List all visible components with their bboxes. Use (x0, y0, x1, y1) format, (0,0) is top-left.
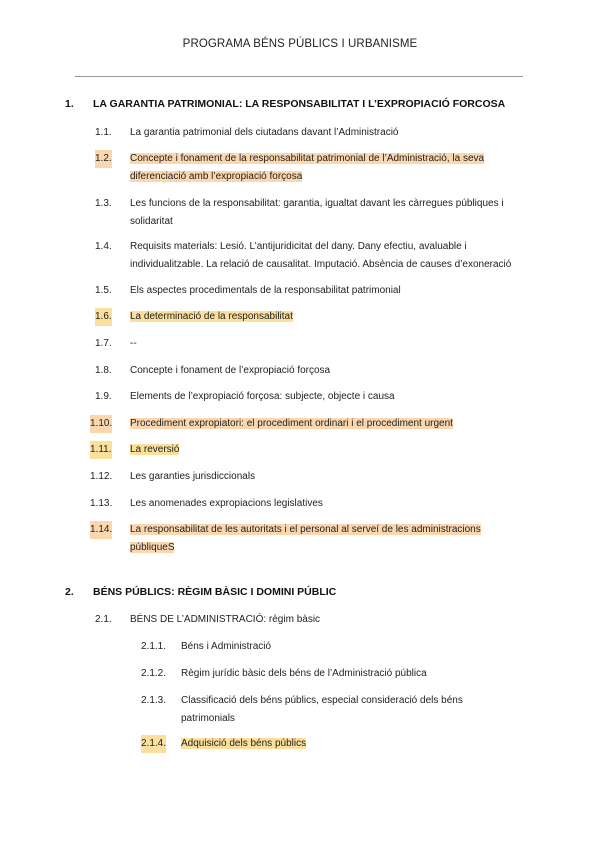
item-text (130, 415, 525, 433)
list-item (95, 195, 525, 231)
section-2-heading (65, 586, 545, 600)
item-text-highlight: Concepte i fonament de la responsabilitat patrimonial de l’Administració, la seva diferenciació amb l’expropiació forçosa (130, 153, 485, 182)
item-text: Classificació dels béns públics, especial consideració dels béns patrimonials (181, 695, 463, 724)
item-text: Les anomenades expropiacions legislatives (130, 498, 323, 509)
item-text-highlight: La responsabilitat de les autoritats i el personal al serveí de les administracions públiqueS (130, 524, 481, 553)
list-item (95, 124, 525, 142)
item-number: 2.1.3. (141, 695, 167, 706)
item-text (130, 521, 500, 557)
item-number: 1.5. (95, 285, 112, 296)
item-number: 1.13. (90, 498, 113, 509)
list-item (90, 415, 525, 433)
item-text: Règim jurídic bàsic dels béns de l’Administració pública (181, 668, 427, 679)
section-1-heading (65, 98, 545, 112)
item-number: 1.2. (95, 150, 112, 168)
item-number: 1.3. (95, 198, 112, 209)
list-item (95, 238, 535, 274)
item-number: 1.12. (90, 471, 113, 482)
section-number: 1. (65, 98, 74, 110)
item-text: La garantia patrimonial dels ciutadans davant l’Administració (130, 127, 399, 138)
item-text (181, 735, 525, 753)
list-item (90, 521, 530, 557)
item-text: Béns i Administració (181, 641, 272, 652)
item-text: BÉNS DE L’ADMINISTRACIÓ: règim bàsic (130, 614, 321, 625)
item-text: Els aspectes procedimentals de la responsabilitat patrimonial (130, 285, 401, 296)
section-number: 2. (65, 586, 74, 598)
item-text-highlight: La reversió (130, 444, 180, 455)
item-number: 2.1.2. (141, 668, 167, 679)
item-number: 1.7. (95, 338, 112, 349)
item-text: Les funcions de la responsabilitat: garantia, igualtat davant les càrregues públiques i solidaritat (130, 198, 504, 227)
list-item (141, 665, 525, 683)
list-item (90, 441, 525, 459)
list-item (95, 282, 525, 300)
item-text (130, 150, 515, 186)
item-number: 2.1.4. (141, 735, 166, 753)
section-title: BÉNS PÚBLICS: RÈGIM BÀSIC I DOMINI PÚBLIC (93, 586, 337, 598)
list-item (141, 735, 525, 753)
item-text: Concepte i fonament de l’expropiació forçosa (130, 365, 331, 376)
item-text (130, 308, 525, 326)
item-text: Requisits materials: Lesió. L’antijuridicitat del dany. Dany efectiu, avaluable i individualitzable. La relació de causalitat. Imputació. Absència de causes d’exoneració (130, 241, 512, 270)
list-item (95, 308, 525, 326)
item-number: 1.6. (95, 308, 112, 326)
list-item (95, 335, 525, 353)
item-number: 1.4. (95, 241, 112, 252)
list-item (95, 362, 525, 380)
item-number: 1.14. (90, 521, 112, 539)
item-text-highlight: Adquisició dels béns públics (181, 738, 307, 749)
list-item (95, 611, 525, 629)
list-item (95, 150, 525, 186)
item-text-highlight: Procediment expropiatori: el procediment ordinari i el procediment urgent (130, 418, 453, 429)
list-item (95, 388, 525, 406)
page-header: PROGRAMA BÉNS PÚBLICS I URBANISME (182, 38, 418, 50)
item-text: Elements de l’expropiació forçosa: subjecte, objecte i causa (130, 391, 395, 402)
item-number: 2.1.1. (141, 641, 167, 652)
item-number: 1.10. (90, 415, 112, 433)
list-item (141, 692, 525, 728)
item-number: 2.1. (95, 614, 112, 625)
item-number: 1.1. (95, 127, 112, 138)
header-divider (75, 76, 523, 77)
item-number: 1.9. (95, 391, 112, 402)
list-item (141, 638, 525, 656)
item-text-highlight: La determinació de la responsabilitat (130, 311, 293, 322)
section-title: LA GARANTIA PATRIMONIAL: LA RESPONSABILITAT I L’EXPROPIACIÓ FORCOSA (93, 98, 506, 110)
list-item (90, 468, 525, 486)
item-number: 1.8. (95, 365, 112, 376)
item-number: 1.11. (90, 441, 112, 459)
list-item (90, 495, 525, 513)
item-text: -- (130, 338, 137, 349)
item-text: Les garanties jurisdiccionals (130, 471, 256, 482)
item-text (130, 441, 525, 459)
